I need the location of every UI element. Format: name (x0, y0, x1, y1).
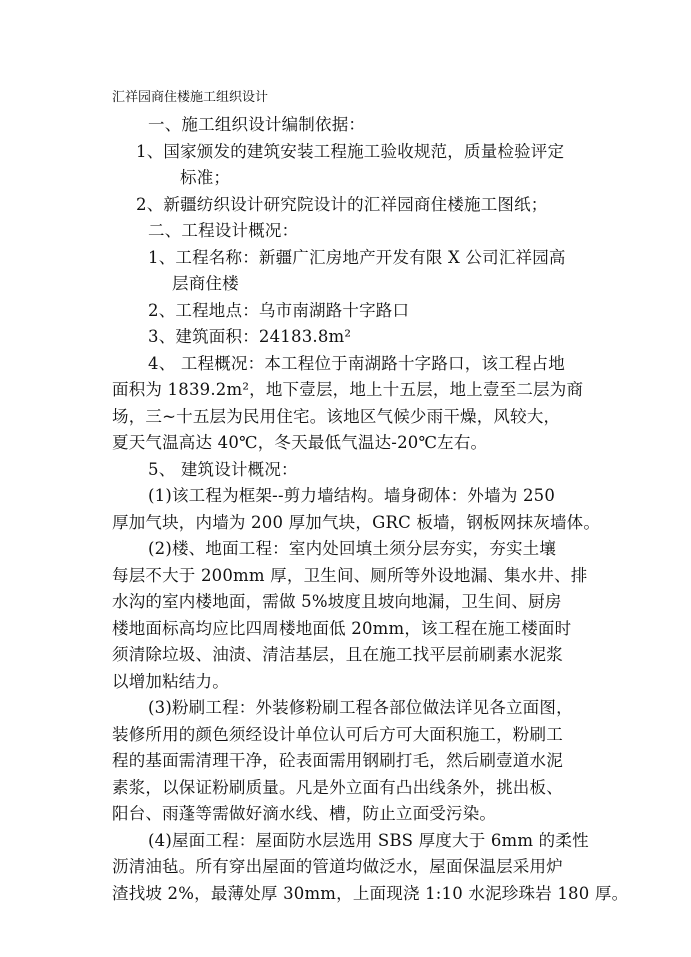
document-title: 汇祥园商住楼施工组织设计 (112, 90, 269, 105)
paragraph-line: 阳台、雨蓬等需做好滴水线、槽，防止立面受污染。 (112, 804, 497, 823)
paragraph-line: 场，三~十五层为民用住宅。该地区气候少雨干燥，风较大， (112, 407, 561, 426)
section-heading-overview: 二、工程设计概况： (148, 221, 299, 240)
section-heading-basis: 一、施工组织设计编制依据： (148, 115, 366, 134)
paragraph-line: 厚加气块，内墙为 200 厚加气块，GRC 板墙，钢板网抹灰墙体。 (112, 513, 601, 532)
paragraph-line: 面积为 1839.2m²，地下壹层，地上十五层，地上壹至二层为商 (112, 380, 584, 399)
paragraph-line: 1、国家颁发的建筑安装工程施工验收规范，质量检验评定 (136, 142, 565, 161)
subsection-heading: 5、 建筑设计概况： (148, 460, 298, 479)
paragraph-line: (1)该工程为框架--剪力墙结构。墙身砌体：外墙为 250 (148, 486, 556, 505)
paragraph-line: (3)粉刷工程：外装修粉刷工程各部位做法详见各立面图， (148, 698, 573, 717)
paragraph-line: 渣找坡 2%，最薄处厚 30mm，上面现浇 1:10 水泥珍珠岩 180 厚。 (112, 884, 629, 903)
paragraph-line: 2、新疆纺织设计研究院设计的汇祥园商住楼施工图纸； (136, 195, 548, 214)
paragraph-line: 以增加粘结力。 (112, 672, 229, 691)
paragraph-line: 楼地面标高均应比四周楼地面低 20mm，该工程在施工楼面时 (112, 619, 572, 638)
paragraph-line: 每层不大于 200mm 厚，卫生间、厕所等外设地漏、集水井、排 (112, 566, 588, 585)
paragraph-line: 夏天气温高达 40℃，冬天最低气温达-20℃左右。 (112, 433, 488, 452)
paragraph-line: 标准； (180, 168, 231, 187)
paragraph-line: 2、工程地点：乌市南湖路十字路口 (148, 301, 410, 320)
paragraph-line: 程的基面需清理干净，砼表面需用钢刷打毛，然后刷壹道水泥 (112, 751, 563, 770)
paragraph-line: 素浆，以保证粉刷质量。凡是外立面有凸出线条外，挑出板、 (112, 778, 563, 797)
paragraph-line: (4)屋面工程：屋面防水层选用 SBS 厚度大于 6mm 的柔性 (148, 831, 589, 850)
paragraph-line: 装修所用的颜色须经设计单位认可后方可大面积施工，粉刷工 (112, 725, 563, 744)
paragraph-line: 4、 工程概况：本工程位于南湖路十字路口，该工程占地 (148, 354, 565, 373)
paragraph-line: (2)楼、地面工程：室内处回填土须分层夯实，夯实土壤 (148, 539, 557, 558)
paragraph-line: 3、建筑面积：24183.8m² (148, 327, 352, 346)
paragraph-line: 沥清油毡。所有穿出屋面的管道均做泛水，屋面保温层采用炉 (112, 857, 563, 876)
paragraph-line: 层商住楼 (172, 274, 239, 293)
paragraph-line: 须清除垃圾、油渍、清洁基层，且在施工找平层前刷素水泥浆 (112, 645, 563, 664)
paragraph-line: 1、工程名称：新疆广汇房地产开发有限 X 公司汇祥园高 (148, 248, 566, 267)
paragraph-line: 水沟的室内楼地面，需做 5%坡度且坡向地漏，卫生间、厨房 (112, 592, 562, 611)
